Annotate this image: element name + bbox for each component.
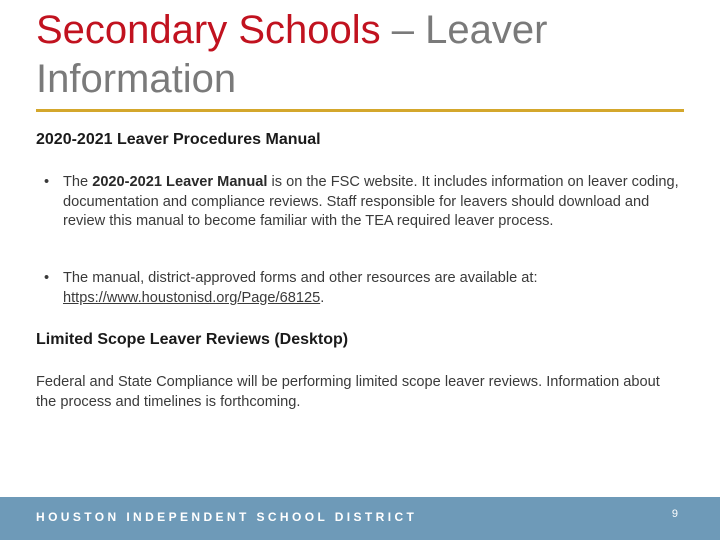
bullet-dot-icon: •	[44, 174, 50, 190]
bullet2-text-pre: The manual, district-approved forms and other resources are available at:	[63, 270, 538, 286]
title-part-second-line: Information	[36, 57, 237, 101]
bullet1-text-pre: The	[63, 174, 93, 190]
slide-title	[36, 6, 696, 104]
footer-bar	[0, 497, 720, 540]
footer-organization: HOUSTON INDEPENDENT SCHOOL DISTRICT	[36, 510, 418, 524]
title-part-gray: – Leaver	[380, 8, 548, 52]
title-part-red: Secondary Schools	[36, 8, 381, 52]
bullet-dot-icon: •	[44, 270, 50, 286]
bullet2-text-post: .	[320, 289, 325, 306]
bullet1-text-bold: 2020-2021 Leaver Manual	[92, 174, 268, 190]
page-number: 9	[671, 508, 678, 520]
section-heading-manual: 2020-2021 Leaver Procedures Manual	[36, 131, 321, 148]
bullet-resources	[44, 269, 683, 308]
reviews-paragraph: Federal and State Compliance will be performing limited scope leaver reviews. Information about the process and timelines is forthcoming.	[36, 374, 660, 410]
title-divider	[36, 109, 684, 112]
section-heading-reviews: Limited Scope Leaver Reviews (Desktop)	[36, 331, 349, 348]
bullet1-text-post: is on the FSC website. It includes information on leaver coding, documentation and compliance reviews. Staff responsible for leavers should download and review this manual to become familiar with the TEA required leaver process.	[63, 174, 679, 229]
bullet-leaver-manual	[44, 173, 683, 232]
resources-link[interactable]: https://www.houstonisd.org/Page/68125	[63, 289, 321, 306]
